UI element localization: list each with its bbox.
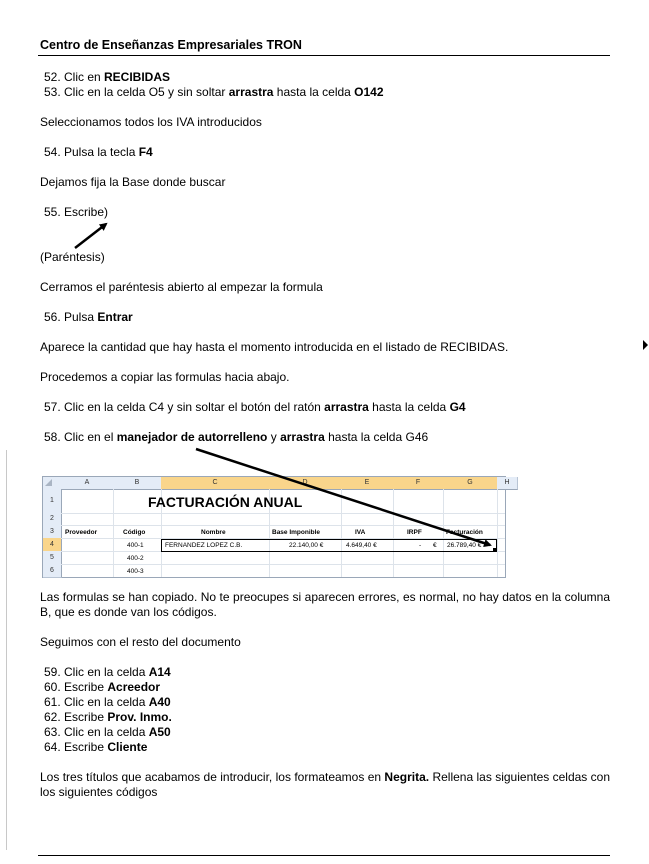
cell-fact-row4: 26.789,40 € [447,542,482,549]
column-header-b: B [113,477,162,490]
text-seleccionamos-iva: Seleccionamos todos los IVA introducidos [40,115,262,129]
column-header-d: D [269,477,342,490]
header-proveedor: Proveedor [65,529,98,536]
text-cerramos: Cerramos el paréntesis abierto al empezar la formula [40,280,323,294]
header-codigo: Código [123,529,146,536]
column-header-e: E [341,477,394,490]
column-header-c: C [161,477,270,490]
arrow-to-autofill-handle [196,449,490,545]
step-61: 61. Clic en la celda A40 [44,695,171,709]
column-header-g: G [443,477,498,490]
sheet-title: FACTURACIÓN ANUAL [148,494,303,510]
header-irpf: IRPF [407,529,422,536]
text-parentesis: (Paréntesis) [40,250,105,264]
text-procedemos: Procedemos a copiar las formulas hacia abajo. [40,370,290,384]
header-iva: IVA [355,529,366,536]
step-63: 63. Clic en la celda A50 [44,725,171,739]
text-aparece: Aparece la cantidad que hay hasta el momento introducida en el listado de RECIBIDAS. [40,340,509,354]
text-seguimos: Seguimos con el resto del documento [40,635,241,649]
cell-base-row4: 22.140,00 € [289,542,324,549]
arrow-to-parenthesis [75,224,106,248]
header-facturacion: Facturación [446,529,483,536]
text-fija-base: Dejamos fija la Base donde buscar [40,175,226,189]
step-55: 55. Escribe) [44,205,109,219]
step-59: 59. Clic en la celda A14 [44,665,171,679]
header-nombre: Nombre [201,529,226,536]
cell-code-row6: 400-3 [127,568,144,575]
step-57: 57. Clic en la celda C4 y sin soltar el botón del ratón arrastra hasta la celda G4 [44,400,466,414]
step-60: 60. Escribe Acreedor [44,680,161,694]
step-62: 62. Escribe Prov. Inmo. [44,710,172,724]
header-base-imponible: Base Imponible [272,529,321,536]
step-53: 53. Clic en la celda O5 y sin soltar arrastra hasta la celda O142 [44,85,384,99]
cell-irpf-row4: - [419,542,422,549]
step-52: 52. Clic en RECIBIDAS [44,70,171,84]
cell-name-row4: FERNANDEZ LOPEZ C.B. [165,542,243,549]
row-header-5: 5 [43,551,62,565]
row-header-1: 1 [43,489,62,514]
column-header-f: F [393,477,444,490]
row-header-2: 2 [43,513,62,526]
step-56: 56. Pulsa Entrar [44,310,133,324]
column-header-h: H [497,477,518,490]
step-58: 58. Clic en el manejador de autorrelleno y arrastra hasta la celda G46 [44,430,429,444]
step-64: 64. Escribe Cliente [44,740,148,754]
row-header-6: 6 [43,564,62,578]
cell-code-row4: 400-1 [127,542,144,549]
text-formulas-copiado: Las formulas se han copiado. No te preocupes si aparecen errores, es normal, no hay datos en la columna B, que es donde van los códigos. [40,590,610,619]
cell-irpf-unit-row4: € [433,542,437,549]
cell-code-row5: 400-2 [127,555,144,562]
row-header-3: 3 [43,525,62,539]
column-header-a: A [61,477,114,490]
step-54: 54. Pulsa la tecla F4 [44,145,153,159]
text-tres-titulos: Los tres títulos que acabamos de introducir, los formateamos en Negrita. Rellena las siguientes celdas con los siguientes códigos [40,770,610,799]
row-header-4: 4 [43,538,62,552]
document-header-title: Centro de Enseñanzas Empresariales TRON [40,38,302,52]
cell-iva-row4: 4.649,40 € [346,542,377,549]
